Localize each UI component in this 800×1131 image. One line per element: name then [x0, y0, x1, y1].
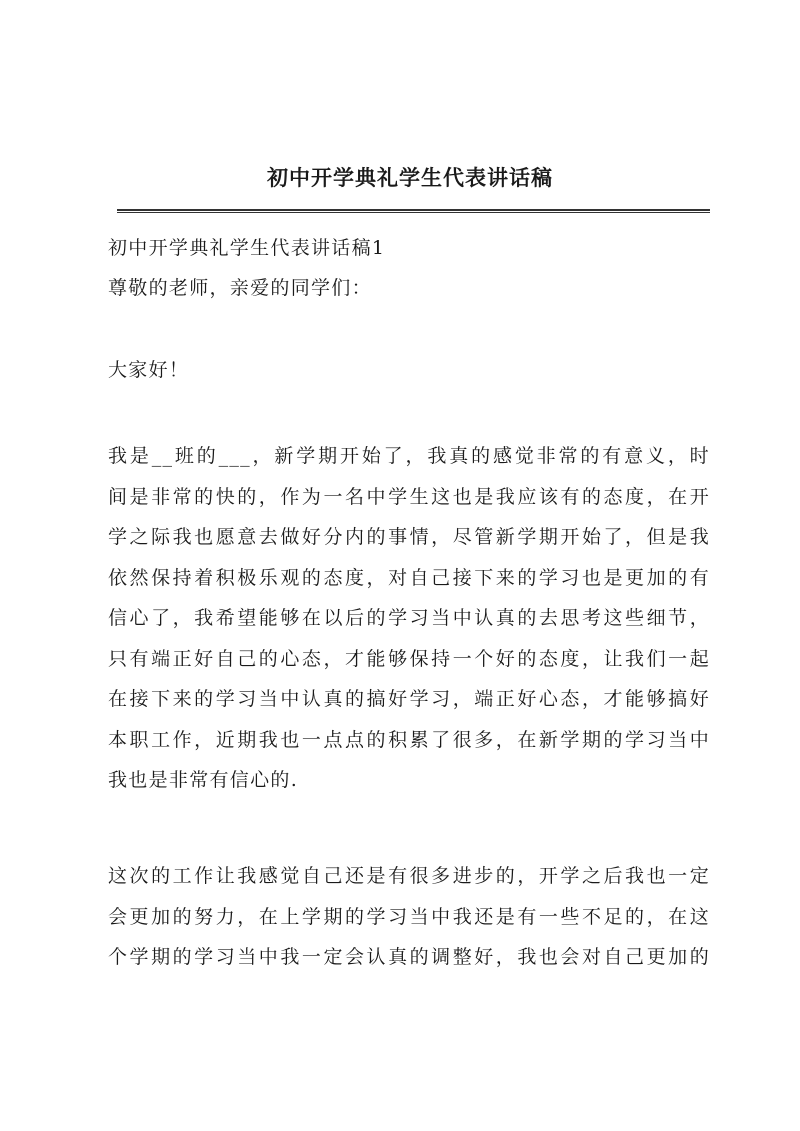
greeting: 大家好！	[108, 359, 190, 381]
document-title: 初中开学典礼学生代表讲话稿	[267, 165, 553, 190]
salutation: 尊敬的老师，亲爱的同学们：	[108, 277, 372, 299]
section-heading: 初中开学典礼学生代表讲话稿1	[108, 237, 386, 259]
paragraph-line: 信心了，我希望能够在以后的学习当中认真的去思考这些细节，	[108, 607, 710, 629]
paragraph-line: 我也是非常有信心的.	[108, 769, 299, 791]
paragraph-line: 在接下来的学习当中认真的搞好学习，端正好心态，才能够搞好	[108, 688, 710, 710]
paragraph-line: 我是__班的___，新学期开始了，我真的感觉非常的有意义，时	[108, 445, 710, 467]
paragraph-line: 个学期的学习当中我一定会认真的调整好，我也会对自己更加的	[108, 946, 710, 968]
title-divider	[117, 209, 710, 213]
paragraph-line: 只有端正好自己的心态，才能够保持一个好的态度，让我们一起	[108, 647, 710, 670]
paragraph-1	[108, 436, 710, 801]
paragraph-2	[108, 856, 710, 978]
paragraph-line: 这次的工作让我感觉自己还是有很多进步的，开学之后我也一定	[108, 865, 710, 887]
paragraph-line: 学之际我也愿意去做好分内的事情，尽管新学期开始了，但是我	[108, 526, 710, 548]
paragraph-line: 本职工作，近期我也一点点的积累了很多，在新学期的学习当中	[108, 728, 710, 751]
paragraph-line: 依然保持着积极乐观的态度，对自己接下来的学习也是更加的有	[108, 566, 710, 589]
paragraph-line: 会更加的努力，在上学期的学习当中我还是有一些不足的，在这	[108, 905, 710, 928]
paragraph-line: 间是非常的快的，作为一名中学生这也是我应该有的态度，在开	[108, 485, 710, 508]
